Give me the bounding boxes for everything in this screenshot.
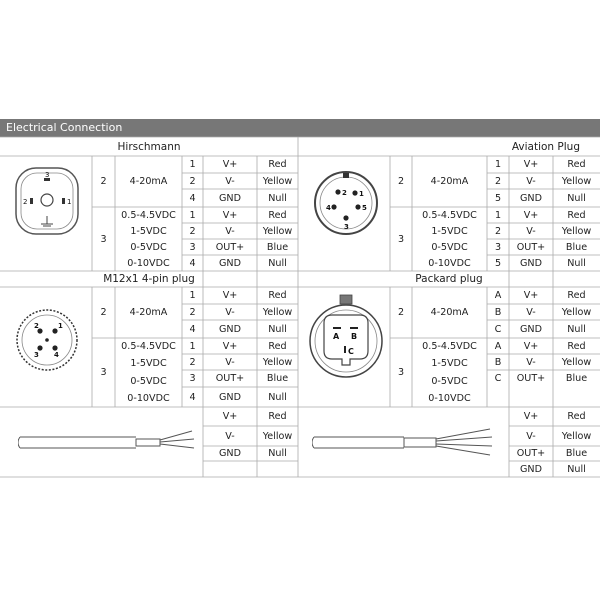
wire-color-cell: Yellow <box>262 430 293 442</box>
function-cell: GND <box>520 192 542 204</box>
pin-cell: 3 <box>494 241 502 253</box>
pin-cell: 1 <box>189 290 196 301</box>
signal-range: 0-10VDC <box>127 257 170 269</box>
hirschmann-g2-code: 2 <box>100 176 107 187</box>
wire-color-cell: Red <box>567 209 586 221</box>
function-cell: V- <box>225 306 235 318</box>
pin-cell: 4 <box>189 391 196 403</box>
wire-color-cell: Blue <box>565 373 588 384</box>
pin-cell: 2 <box>189 175 196 187</box>
hirschmann-g2-signal: 4-20mA <box>129 176 168 187</box>
wire-color-cell: Yellow <box>561 225 592 237</box>
function-cell: V+ <box>523 159 539 170</box>
pin-cell: 2 <box>494 175 502 187</box>
pin-cell: 1 <box>189 159 196 170</box>
function-cell: OUT+ <box>516 448 546 459</box>
function-cell: V+ <box>523 340 539 352</box>
function-cell: V+ <box>523 290 539 301</box>
wire-color-cell: Yellow <box>262 356 293 368</box>
aviation-pin2-label: 2 <box>342 189 347 197</box>
wire-color-cell: Blue <box>266 373 289 384</box>
aviation-title: Aviation Plug <box>511 140 580 153</box>
signal-range: 0-10VDC <box>127 392 170 404</box>
function-cell: GND <box>520 463 542 475</box>
hirschmann-g3-signals <box>115 207 182 271</box>
function-cell: V- <box>225 225 235 237</box>
pin-cell: 5 <box>494 257 502 269</box>
wire-color-cell: Red <box>567 340 586 352</box>
pin-cell: 1 <box>189 209 196 221</box>
signal-range: 0-5VDC <box>130 375 167 387</box>
hirschmann-connector-diagram <box>12 164 82 240</box>
packard-pinC-label: C <box>348 347 354 356</box>
wire-color-cell: Yellow <box>262 175 293 187</box>
pin-cell: 5 <box>494 192 502 204</box>
wire-color-cell: Null <box>567 192 586 204</box>
packard-g2-code: 2 <box>397 307 405 318</box>
packard-g3-code: 3 <box>397 367 405 378</box>
function-cell: OUT+ <box>516 241 546 253</box>
wire-color-cell: Red <box>567 159 586 170</box>
function-cell: V+ <box>523 411 539 422</box>
wire-color-cell: Null <box>268 391 287 403</box>
function-cell: V+ <box>523 209 539 221</box>
function-cell: V- <box>225 356 235 368</box>
wire-color-cell: Null <box>268 257 287 269</box>
m12-pin1-label: 1 <box>58 322 63 330</box>
m12-g3-signals <box>115 338 182 407</box>
signal-range: 0-10VDC <box>428 257 471 269</box>
aviation-g3-signals <box>412 207 487 271</box>
pin-cell: B <box>494 356 502 368</box>
aviation-pin5-label: 5 <box>362 204 367 212</box>
signal-range: 0-5VDC <box>130 241 167 253</box>
function-cell: V- <box>526 356 536 368</box>
signal-range: 0.5-4.5VDC <box>121 341 176 353</box>
function-cell: OUT+ <box>215 373 245 384</box>
hirschmann-pin3-label: 3 <box>45 171 50 179</box>
pin-cell: 4 <box>189 257 196 269</box>
pin-cell: 3 <box>189 373 196 384</box>
signal-range: 0.5-4.5VDC <box>121 209 176 221</box>
cable-left-diagram <box>18 415 198 465</box>
function-cell: V- <box>526 306 536 318</box>
hirschmann-pin2-label: 2 <box>23 198 28 206</box>
pin-cell: 4 <box>189 323 196 335</box>
pin-cell: 2 <box>189 225 196 237</box>
function-cell: OUT+ <box>215 241 245 253</box>
pin-cell: 1 <box>494 159 502 170</box>
aviation-g2-signal: 4-20mA <box>430 176 469 187</box>
wire-color-cell: Yellow <box>561 430 592 442</box>
packard-pinA-label: A <box>333 332 340 341</box>
electrical-connection-table <box>0 119 600 480</box>
function-cell: V- <box>526 225 536 237</box>
function-cell: GND <box>520 323 542 335</box>
packard-g3-signals <box>412 338 487 407</box>
aviation-connector-diagram <box>310 169 382 237</box>
m12-pin4-label: 4 <box>54 351 59 359</box>
aviation-pin4-label: 4 <box>326 204 331 212</box>
m12-title: M12x1 4-pin plug <box>103 273 195 285</box>
wire-color-cell: Red <box>567 411 586 422</box>
wire-color-cell: Null <box>567 257 586 269</box>
signal-range: 1-5VDC <box>431 358 468 370</box>
signal-range: 1-5VDC <box>130 358 167 370</box>
m12-pin3-label: 3 <box>34 351 39 359</box>
m12-g2-code: 2 <box>100 307 107 318</box>
aviation-g3-code: 3 <box>397 233 405 245</box>
pin-cell: C <box>494 323 502 335</box>
function-cell: GND <box>219 257 241 269</box>
pin-cell: 4 <box>189 192 196 204</box>
pin-cell: 1 <box>494 209 502 221</box>
wire-color-cell: Red <box>268 159 287 170</box>
m12-pin2-label: 2 <box>34 322 39 330</box>
wire-color-cell: Yellow <box>561 175 592 187</box>
function-cell: GND <box>219 391 241 403</box>
packard-title: Packard plug <box>415 273 483 285</box>
pin-cell: 2 <box>189 356 196 368</box>
pin-cell: 1 <box>189 340 196 352</box>
function-cell: V- <box>526 430 536 442</box>
function-cell: V+ <box>222 340 238 352</box>
wire-color-cell: Null <box>567 323 586 335</box>
function-cell: GND <box>520 257 542 269</box>
wire-color-cell: Red <box>268 209 287 221</box>
cable-right-diagram <box>312 415 502 471</box>
hirschmann-title: Hirschmann <box>117 140 181 153</box>
wire-color-cell: Yellow <box>262 225 293 237</box>
aviation-pin3-label: 3 <box>344 223 349 231</box>
function-cell: V- <box>225 175 235 187</box>
function-cell: V- <box>225 430 235 442</box>
signal-range: 0-10VDC <box>428 392 471 404</box>
wire-color-cell: Red <box>268 340 287 352</box>
wire-color-cell: Null <box>268 448 287 459</box>
m12-g3-code: 3 <box>100 367 107 378</box>
signal-range: 0-5VDC <box>431 375 468 387</box>
wire-color-cell: Null <box>268 323 287 335</box>
wire-color-cell: Null <box>268 192 287 204</box>
wire-color-cell: Red <box>268 290 287 301</box>
pin-cell: A <box>494 340 502 352</box>
function-cell: V- <box>526 175 536 187</box>
m12-g2-signal: 4-20mA <box>129 307 168 318</box>
wire-color-cell: Yellow <box>561 356 592 368</box>
wire-color-cell: Red <box>268 411 287 422</box>
pin-cell: 3 <box>189 241 196 253</box>
wire-color-cell: Yellow <box>262 306 293 318</box>
wire-color-cell: Blue <box>565 241 588 253</box>
hirschmann-g3-code: 3 <box>100 233 107 245</box>
wire-color-cell: Blue <box>565 448 588 459</box>
signal-range: 1-5VDC <box>130 225 167 237</box>
wire-color-cell: Blue <box>266 241 289 253</box>
pin-cell: C <box>494 373 502 384</box>
pin-cell: B <box>494 306 502 318</box>
function-cell: V+ <box>222 290 238 301</box>
signal-range: 1-5VDC <box>431 225 468 237</box>
packard-g2-signal: 4-20mA <box>430 307 469 318</box>
wire-color-cell: Yellow <box>561 306 592 318</box>
signal-range: 0-5VDC <box>431 241 468 253</box>
aviation-pin1-label: 1 <box>359 190 364 198</box>
signal-range: 0.5-4.5VDC <box>422 341 477 353</box>
pin-cell: A <box>494 290 502 301</box>
function-cell: GND <box>219 323 241 335</box>
section-header: Electrical Connection <box>0 119 600 137</box>
function-cell: V+ <box>222 209 238 221</box>
function-cell: OUT+ <box>516 373 546 384</box>
function-cell: GND <box>219 448 241 459</box>
packard-connector-diagram <box>308 293 384 401</box>
m12-connector-diagram <box>14 307 80 373</box>
wire-color-cell: Null <box>567 463 586 475</box>
pin-cell: 2 <box>189 306 196 318</box>
packard-pinB-label: B <box>351 332 358 341</box>
hirschmann-pin1-label: 1 <box>67 198 72 206</box>
aviation-g2-code: 2 <box>397 176 405 187</box>
signal-range: 0.5-4.5VDC <box>422 209 477 221</box>
wire-color-cell: Red <box>567 290 586 301</box>
function-cell: V+ <box>222 411 238 422</box>
pin-cell: 2 <box>494 225 502 237</box>
function-cell: V+ <box>222 159 238 170</box>
function-cell: GND <box>219 192 241 204</box>
